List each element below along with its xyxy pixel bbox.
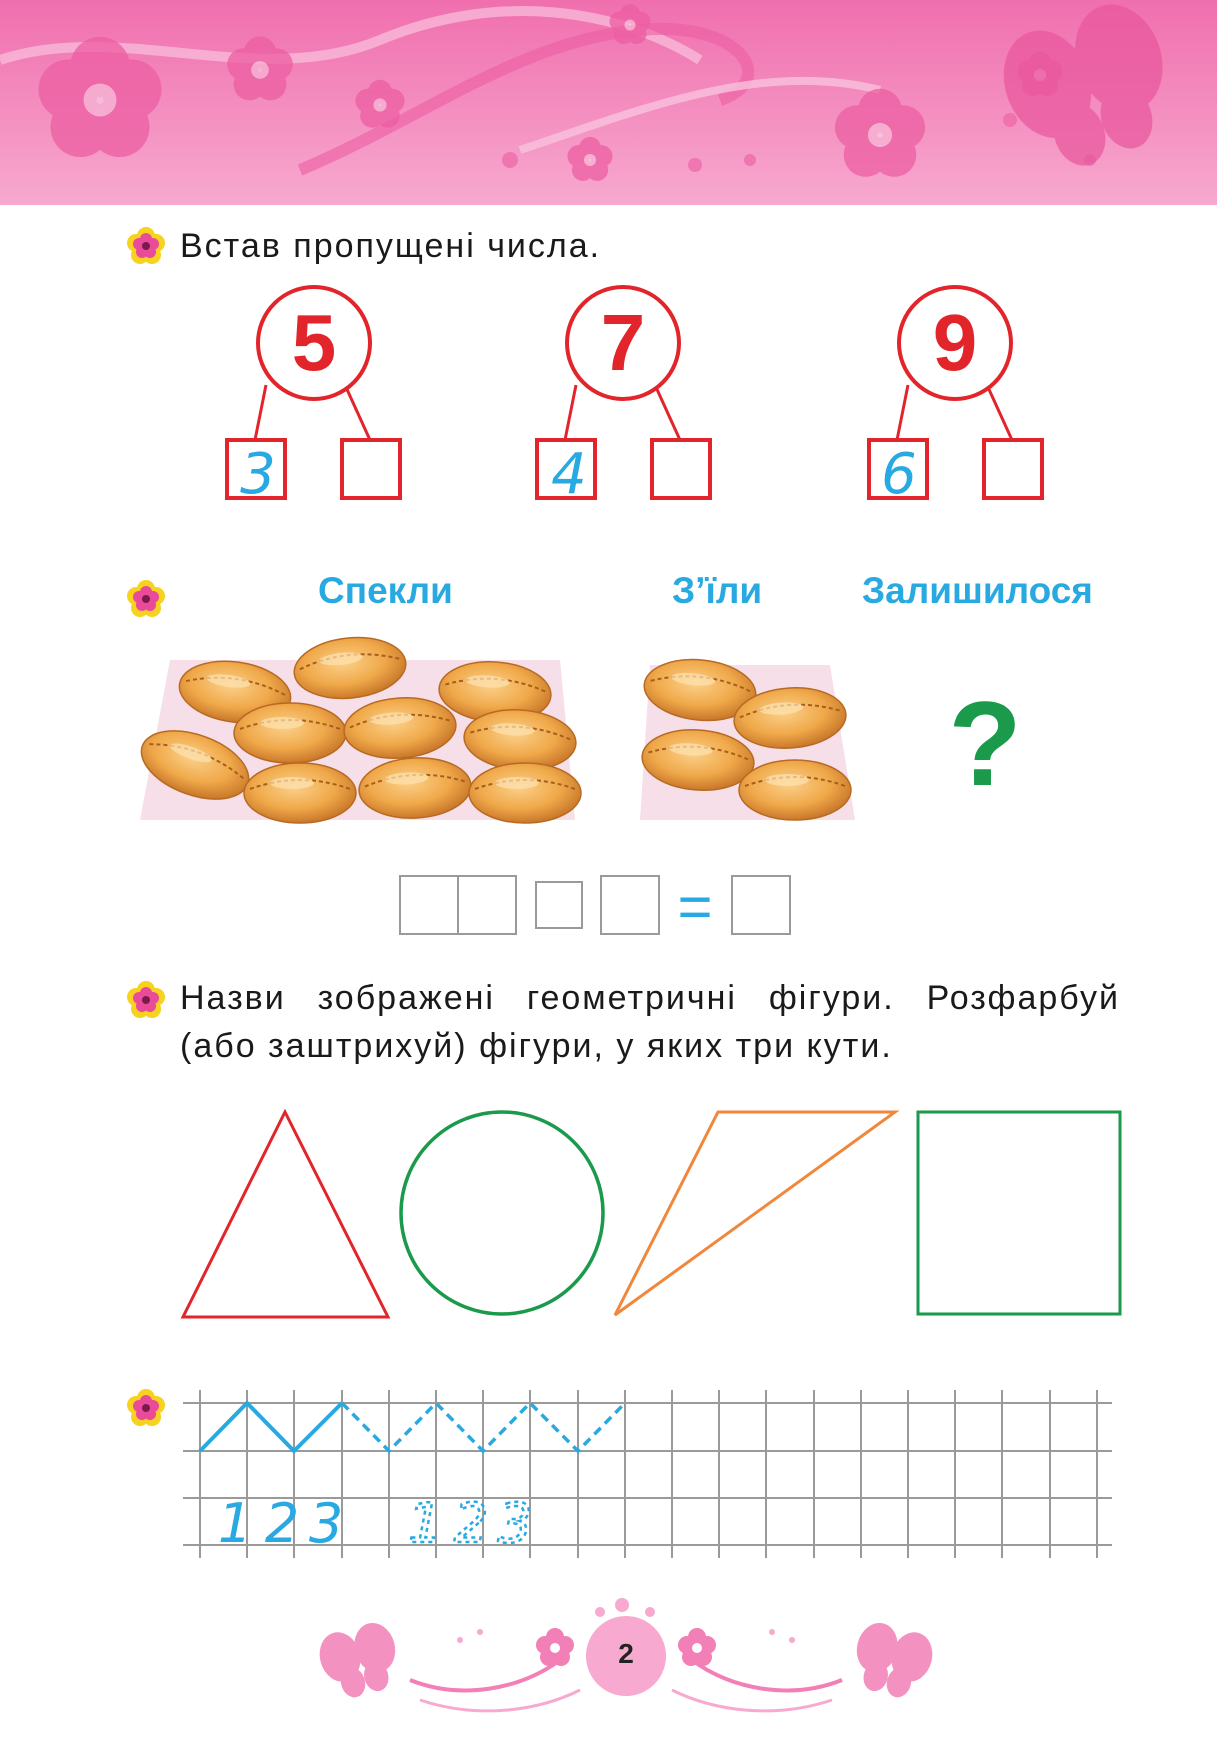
task-bullet-flower-icon xyxy=(125,979,167,1021)
number-tree xyxy=(227,287,400,507)
equation-operator-box[interactable] xyxy=(536,882,582,928)
number-tree xyxy=(537,287,710,507)
digit-solid: 1 xyxy=(217,1492,253,1555)
answer-box-right[interactable] xyxy=(652,440,710,498)
label-eaten: З’їли xyxy=(672,570,763,611)
equation-box-result[interactable] xyxy=(732,876,790,934)
equation-box-subtrahend[interactable] xyxy=(601,876,659,934)
tree-top-number: 9 xyxy=(932,298,978,387)
geometric-shapes xyxy=(0,1100,1217,1330)
equation-row xyxy=(0,870,1217,940)
shape-square[interactable] xyxy=(918,1112,1120,1314)
pies-illustration xyxy=(0,630,1217,830)
butterfly-icon xyxy=(314,1618,405,1703)
label-remaining: Залишилося xyxy=(862,570,1093,611)
shape-circle[interactable] xyxy=(401,1112,603,1314)
zigzag-solid xyxy=(200,1403,342,1451)
answer-box-right[interactable] xyxy=(984,440,1042,498)
tree-top-number: 7 xyxy=(600,298,646,387)
task1-instruction: Встав пропущені числа. xyxy=(180,227,602,265)
filled-digit: 6 xyxy=(881,442,917,507)
digit-solid: 3 xyxy=(308,1492,344,1555)
writing-grid xyxy=(0,1380,1217,1560)
equation-box-tens[interactable] xyxy=(400,876,458,934)
task-bullet-flower-icon xyxy=(125,578,167,620)
number-tree xyxy=(869,287,1042,507)
filled-digit: 3 xyxy=(240,442,276,507)
header-band xyxy=(0,0,1217,205)
page-number: 2 xyxy=(618,1638,634,1669)
task3-instruction-line2: (або заштрихуй) фігури, у яких три кути. xyxy=(180,1027,893,1065)
tree-top-number: 5 xyxy=(291,298,337,387)
shape-obtuse-triangle[interactable] xyxy=(615,1112,895,1315)
shape-triangle[interactable] xyxy=(183,1112,388,1317)
filled-digit: 4 xyxy=(551,442,587,507)
equation-box-ones[interactable] xyxy=(458,876,516,934)
butterfly-icon xyxy=(847,1618,938,1703)
number-trees xyxy=(0,280,1217,510)
digit-solid: 2 xyxy=(264,1492,300,1555)
task-bullet-flower-icon xyxy=(125,225,167,267)
task3-instruction-line1: Назви зображені геометричні фігури. Розфарбуй xyxy=(180,979,1120,1017)
equals-sign: = xyxy=(677,873,713,940)
digit-dotted[interactable]: 2 xyxy=(453,1492,489,1555)
digit-dotted[interactable]: 1 xyxy=(407,1492,443,1555)
digits-solid xyxy=(218,1492,343,1555)
question-mark: ? xyxy=(948,677,1022,811)
label-baked: Спекли xyxy=(318,570,453,611)
digit-dotted[interactable]: 3 xyxy=(497,1492,533,1555)
answer-box-right[interactable] xyxy=(342,440,400,498)
digits-dotted[interactable] xyxy=(408,1492,532,1555)
